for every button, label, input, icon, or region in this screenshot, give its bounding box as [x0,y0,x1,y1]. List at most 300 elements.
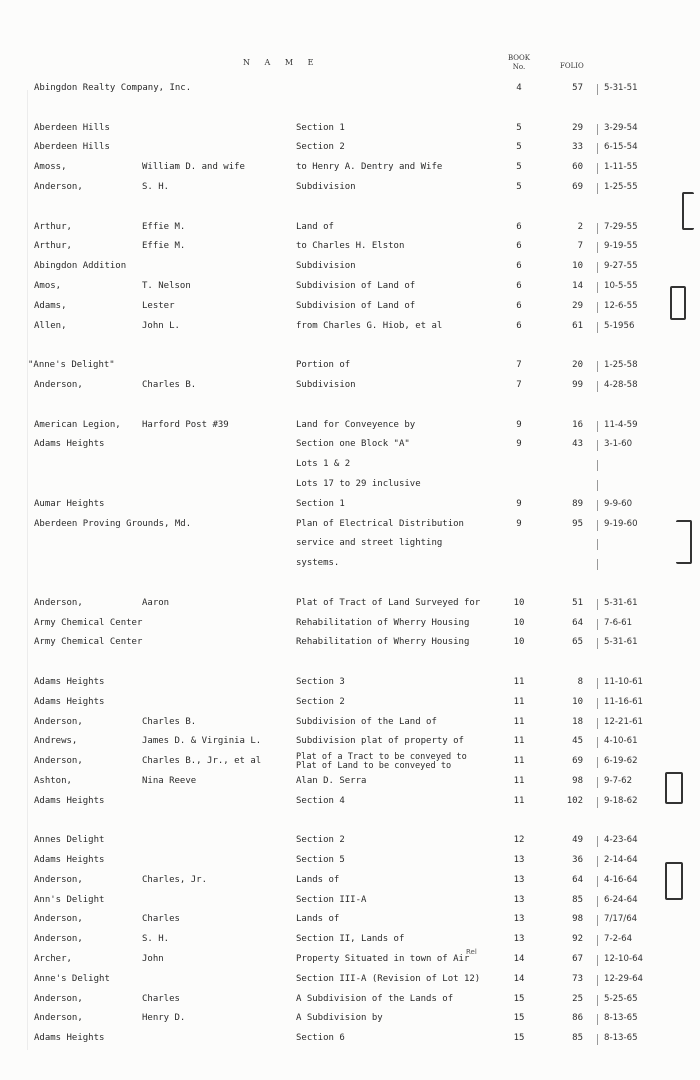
entry-name: Adams Heights [34,1033,105,1044]
entry-description: Rehabilitation of Wherry Housing [296,637,470,648]
entry-name: Adams Heights [34,795,105,806]
entry-date: 7-2-64 [604,934,633,945]
entry-description: Section 2 [296,835,345,846]
entry-date: 9-19-60 [604,518,638,529]
date-column-tick [597,896,598,907]
entry-folio-number: 64 [572,874,583,885]
entry-date: 7-6-61 [604,617,633,628]
entry-book-number: 10 [513,637,525,648]
entry-folio-number: 36 [572,855,583,866]
entry-book-number: 4 [516,83,522,93]
table-row [0,694,700,714]
column-header-name: N A M E [243,58,320,67]
entry-description: from Charles G. Hiob, et al [296,320,443,331]
entry-book-number: 7 [516,360,522,371]
entry-gap [0,199,700,219]
entry-folio-number: 73 [572,973,583,984]
table-row [0,278,700,298]
table-row [0,595,700,615]
entry-book-number: 7 [516,379,522,390]
entry-date: 5-31-51 [604,83,638,93]
entry-name: Andrews, [34,736,78,747]
entry-description: Portion of [296,360,351,371]
entry-gap [0,575,700,595]
date-column-tick [597,223,598,234]
table-row [0,179,700,199]
date-column-tick [597,975,598,986]
entry-name: Ann's Delight [34,894,105,905]
entry-margin-note: Rel [466,948,477,957]
entry-date: 1-25-58 [604,360,638,371]
entry-book-number: 10 [513,597,525,608]
entry-description: Lands of [296,874,340,885]
entry-name: Anderson, [34,1013,83,1024]
table-row [0,832,700,852]
entry-given-name: Lester [142,300,175,311]
table-row [0,80,700,100]
entry-date: 12-6-55 [604,300,638,311]
entry-given-name: Charles, Jr. [142,874,208,885]
table-row [0,714,700,734]
entry-book-number: 11 [513,756,525,767]
entry-book-number: 11 [513,696,525,707]
table-row [0,1030,700,1050]
table-row [0,971,700,991]
entry-description: Section 2 [296,696,345,707]
entry-date: 9-18-62 [604,795,638,806]
entry-folio-number: 10 [572,696,583,707]
column-header-book-line2: No. [512,63,526,71]
entry-date: 2-14-64 [604,855,638,866]
date-column-tick [597,480,598,491]
table-row [0,793,700,813]
entry-date: 11-10-61 [604,676,644,687]
entry-name: Allen, [34,320,67,331]
table-row [0,634,700,654]
entry-description: Lots 17 to 29 inclusive [296,478,421,489]
table-row [0,948,700,971]
entry-book-number: 15 [513,993,525,1004]
entry-book-number: 9 [516,498,522,509]
entry-name: Amos, [34,280,62,291]
binder-clip-mark [676,520,692,564]
entry-description: Plat of Tract of Land Surveyed for [296,597,481,608]
entry-description: Section 5 [296,855,345,866]
entry-description: Rehabilitation of Wherry Housing [296,617,470,628]
date-column-tick [597,302,598,313]
entry-date: 12-10-64 [604,954,644,965]
entry-date: 12-29-64 [604,973,644,984]
entry-folio-number: 14 [572,280,583,291]
entry-name: Anderson, [34,181,83,192]
entry-name: Adams Heights [34,439,105,450]
entry-date: 12-21-61 [604,716,644,727]
column-header-book-line1: BOOK [508,54,530,62]
entry-date: 5-31-61 [604,637,638,648]
entry-name: Anderson, [34,993,83,1004]
entry-folio-number: 98 [572,914,583,925]
entry-folio-number: 86 [572,1013,583,1024]
entry-folio-number: 95 [572,518,583,529]
date-column-tick [597,520,598,531]
entry-name: Ashton, [34,775,72,786]
entry-date: 1-25-55 [604,181,638,192]
entry-book-number: 11 [513,736,525,747]
entry-description: Land for Conveyence by [296,419,416,430]
entry-name: Arthur, [34,221,72,232]
table-row [0,872,700,892]
entry-date: 8-13-65 [604,1033,638,1044]
entry-given-name: Charles B., Jr., et al [142,756,262,767]
entry-book-number: 6 [516,320,522,331]
entry-given-name: Charles B. [142,716,197,727]
entry-folio-number: 67 [572,954,583,965]
entry-folio-number: 60 [572,162,583,173]
table-row [0,516,700,536]
entry-description: Section 1 [296,498,345,509]
entry-date: 5-1956 [604,320,635,331]
binder-clip-mark [670,286,686,320]
entry-date: 9-9-60 [604,498,633,509]
date-column-tick [597,1034,598,1045]
table-row [0,238,700,258]
entry-gap [0,337,700,357]
entry-given-name: Effie M. [142,241,186,252]
date-column-tick [597,995,598,1006]
entry-description: Section III-A [296,894,367,905]
date-column-tick [597,381,598,392]
entry-description: Subdivision [296,181,356,192]
table-row [0,852,700,872]
entry-description: Section 1 [296,122,345,133]
entry-book-number: 12 [513,835,525,846]
entry-given-name: Henry D. [142,1013,186,1024]
entry-description: A Subdivision by [296,1013,383,1024]
entry-description: Subdivision [296,379,356,390]
entry-date: 10-5-55 [604,280,638,291]
entry-date: 9-19-55 [604,241,638,252]
entry-book-number: 5 [516,162,522,173]
entry-given-name: Harford Post #39 [142,419,229,430]
table-row [0,535,700,555]
entry-description: Lots 1 & 2 [296,459,351,470]
entry-book-number: 13 [513,855,525,866]
entry-folio-number: 18 [572,716,583,727]
entry-given-name: William D. and wife [142,162,245,173]
entry-name: Archer, [34,954,72,965]
entry-folio-number: 92 [572,934,583,945]
entry-date: 3-1-60 [604,439,633,450]
date-column-tick [597,718,598,729]
date-column-tick [597,1014,598,1025]
entry-gap [0,812,700,832]
entry-folio-number: 98 [572,775,583,786]
binder-clip-mark [665,862,683,900]
entry-description: Section 3 [296,676,345,687]
entry-book-number: 6 [516,261,522,272]
table-row [0,674,700,694]
date-column-tick [597,124,598,135]
date-column-tick [597,599,598,610]
entry-name: Anne's Delight [34,973,110,984]
date-column-tick [597,836,598,847]
date-column-tick [597,915,598,926]
entry-gap [0,100,700,120]
entry-description: Plan of Electrical Distribution [296,518,464,529]
entry-name: Abingdon Realty Company, Inc. [34,83,192,93]
entry-folio-number: 16 [572,419,583,430]
entry-book-number: 5 [516,142,522,153]
entry-gap [0,654,700,674]
entry-description: Section 6 [296,1033,345,1044]
entry-folio-number: 29 [572,122,583,133]
entry-description: Subdivision of Land of [296,300,416,311]
entry-date: 4-16-64 [604,874,638,885]
entry-given-name: Charles [142,993,180,1004]
date-column-tick [597,460,598,471]
entry-name: Anderson, [34,874,83,885]
entry-folio-number: 7 [577,241,583,252]
entry-book-number: 11 [513,676,525,687]
column-header-book [504,54,534,72]
entry-folio-number: 51 [572,597,583,608]
date-column-tick [597,559,598,570]
entry-folio-number: 99 [572,379,583,390]
entry-book-number: 6 [516,241,522,252]
table-row [0,892,700,912]
entry-description: Land of [296,221,334,232]
date-column-tick [597,163,598,174]
table-row [0,219,700,239]
date-column-tick [597,737,598,748]
table-row [0,733,700,753]
entry-folio-number: 85 [572,894,583,905]
table-row [0,436,700,456]
entry-name: Anderson, [34,934,83,945]
table-row [0,139,700,159]
entry-given-name: T. Nelson [142,280,191,291]
date-column-tick [597,183,598,194]
entry-description: service and street lighting [296,538,443,549]
entry-folio-number: 65 [572,637,583,648]
table-row [0,555,700,575]
entry-description: Lands of [296,914,340,925]
table-row [0,773,700,793]
entry-description: Subdivision of the Land of [296,716,437,727]
table-row [0,159,700,179]
entry-date: 1-11-55 [604,162,638,173]
date-column-tick [597,262,598,273]
entry-given-name: John L. [142,320,180,331]
entry-date: 7/17/64 [604,914,638,925]
entry-description: Subdivision of Land of [296,280,416,291]
date-column-tick [597,440,598,451]
date-column-tick [597,500,598,511]
entry-folio-number: 89 [572,498,583,509]
entry-name: Aumar Heights [34,498,105,509]
entry-given-name: Nina Reeve [142,775,197,786]
entry-book-number: 5 [516,181,522,192]
entry-folio-number: 85 [572,1033,583,1044]
entry-name: Adams, [34,300,67,311]
entry-date: 6-24-64 [604,894,638,905]
entry-book-number: 13 [513,874,525,885]
entry-date: 4-23-64 [604,835,638,846]
entry-book-number: 13 [513,934,525,945]
entry-book-number: 10 [513,617,525,628]
binder-clip-mark [682,192,694,230]
entry-folio-number: 33 [572,142,583,153]
entry-description: systems. [296,558,340,569]
table-row [0,258,700,278]
table-row [0,357,700,377]
entry-date: 11-16-61 [604,696,644,707]
table-row [0,911,700,931]
date-column-tick [597,935,598,946]
table-row [0,615,700,635]
entry-date: 5-25-65 [604,993,638,1004]
entry-given-name: Effie M. [142,221,186,232]
entry-folio-number: 57 [572,83,583,93]
date-column-tick [597,876,598,887]
entry-description: A Subdivision of the Lands of [296,993,454,1004]
table-row [0,476,700,496]
date-column-tick [597,84,598,95]
entry-book-number: 5 [516,122,522,133]
binder-clip-mark [665,772,683,804]
index-entries [0,80,700,1050]
entry-gap [0,397,700,417]
entry-description: to Charles H. Elston [296,241,405,252]
entry-book-number: 14 [513,973,525,984]
date-column-tick [597,678,598,689]
entry-book-number: 9 [516,419,522,430]
date-column-tick [597,856,598,867]
entry-folio-number: 43 [572,439,583,450]
entry-name: Army Chemical Center [34,617,143,628]
date-column-tick [597,421,598,432]
date-column-tick [597,242,598,253]
entry-book-number: 14 [513,954,525,965]
entry-name: Adams Heights [34,696,105,707]
entry-folio-number: 10 [572,261,583,272]
entry-date: 5-31-61 [604,597,638,608]
entry-book-number: 9 [516,439,522,450]
entry-book-number: 11 [513,775,525,786]
entry-description: Property Situated in town of Air [296,954,470,965]
date-column-tick [597,797,598,808]
entry-book-number: 11 [513,716,525,727]
table-row [0,417,700,437]
table-row [0,1010,700,1030]
entry-given-name: Aaron [142,597,170,608]
entry-book-number: 9 [516,518,522,529]
entry-date: 11-4-59 [604,419,638,430]
entry-description: Section one Block "A" [296,439,410,450]
table-row [0,318,700,338]
entry-book-number: 13 [513,914,525,925]
entry-description-line2: Plat of Land to be conveyed to [296,760,452,771]
entry-given-name: S. H. [142,181,170,192]
entry-description: Section 4 [296,795,345,806]
entry-name: Abingdon Addition [34,261,127,272]
date-column-tick [597,698,598,709]
date-column-tick [597,955,598,966]
entry-description: Section II, Lands of [296,934,405,945]
entry-book-number: 6 [516,280,522,291]
entry-description [296,753,467,770]
entry-date: 4-28-58 [604,379,638,390]
table-row [0,120,700,140]
date-column-tick [597,143,598,154]
entry-name: Aberdeen Proving Grounds, Md. [34,518,192,529]
date-column-tick [597,322,598,333]
entry-given-name: John [142,954,164,965]
entry-date: 3-29-54 [604,122,638,133]
entry-folio-number: 49 [572,835,583,846]
date-column-tick [597,777,598,788]
table-row [0,931,700,951]
date-column-tick [597,619,598,630]
date-column-tick [597,539,598,550]
table-row [0,298,700,318]
entry-book-number: 13 [513,894,525,905]
entry-description-line1: Plat of a Tract to be conveyed to [296,752,467,763]
date-column-tick [597,361,598,372]
entry-description: Subdivision [296,261,356,272]
table-row [0,456,700,476]
table-row [0,991,700,1011]
entry-name: Army Chemical Center [34,637,143,648]
entry-date: 9-7-62 [604,775,633,786]
entry-name: Anderson, [34,379,83,390]
date-column-tick [597,638,598,649]
date-column-tick [597,282,598,293]
entry-name: Adams Heights [34,855,105,866]
entry-name: Anderson, [34,716,83,727]
entry-name: Amoss, [34,162,67,173]
entry-description: Section III-A (Revision of Lot 12) [296,973,481,984]
entry-name: Anderson, [34,597,83,608]
entry-folio-number: 29 [572,300,583,311]
entry-name: Aberdeen Hills [34,142,110,153]
entry-book-number: 6 [516,221,522,232]
entry-folio-number: 102 [566,795,583,806]
entry-name: Aberdeen Hills [34,122,110,133]
entry-name: "Anne's Delight" [28,360,115,371]
entry-given-name: S. H. [142,934,170,945]
entry-date: 7-29-55 [604,221,638,232]
entry-folio-number: 45 [572,736,583,747]
entry-date: 6-19-62 [604,756,638,767]
entry-name: American Legion, [34,419,121,430]
column-header-folio: FOLIO [560,62,584,70]
entry-given-name: James D. & Virginia L. [142,736,262,747]
entry-folio-number: 69 [572,181,583,192]
entry-name: Anderson, [34,756,83,767]
entry-folio-number: 69 [572,756,583,767]
entry-description: Section 2 [296,142,345,153]
entry-folio-number: 64 [572,617,583,628]
entry-book-number: 11 [513,795,525,806]
entry-folio-number: 61 [572,320,583,331]
entry-date: 6-15-54 [604,142,638,153]
entry-name: Anderson, [34,914,83,925]
entry-name: Arthur, [34,241,72,252]
entry-date: 8-13-65 [604,1013,638,1024]
entry-folio-number: 20 [572,360,583,371]
date-column-tick [597,757,598,768]
